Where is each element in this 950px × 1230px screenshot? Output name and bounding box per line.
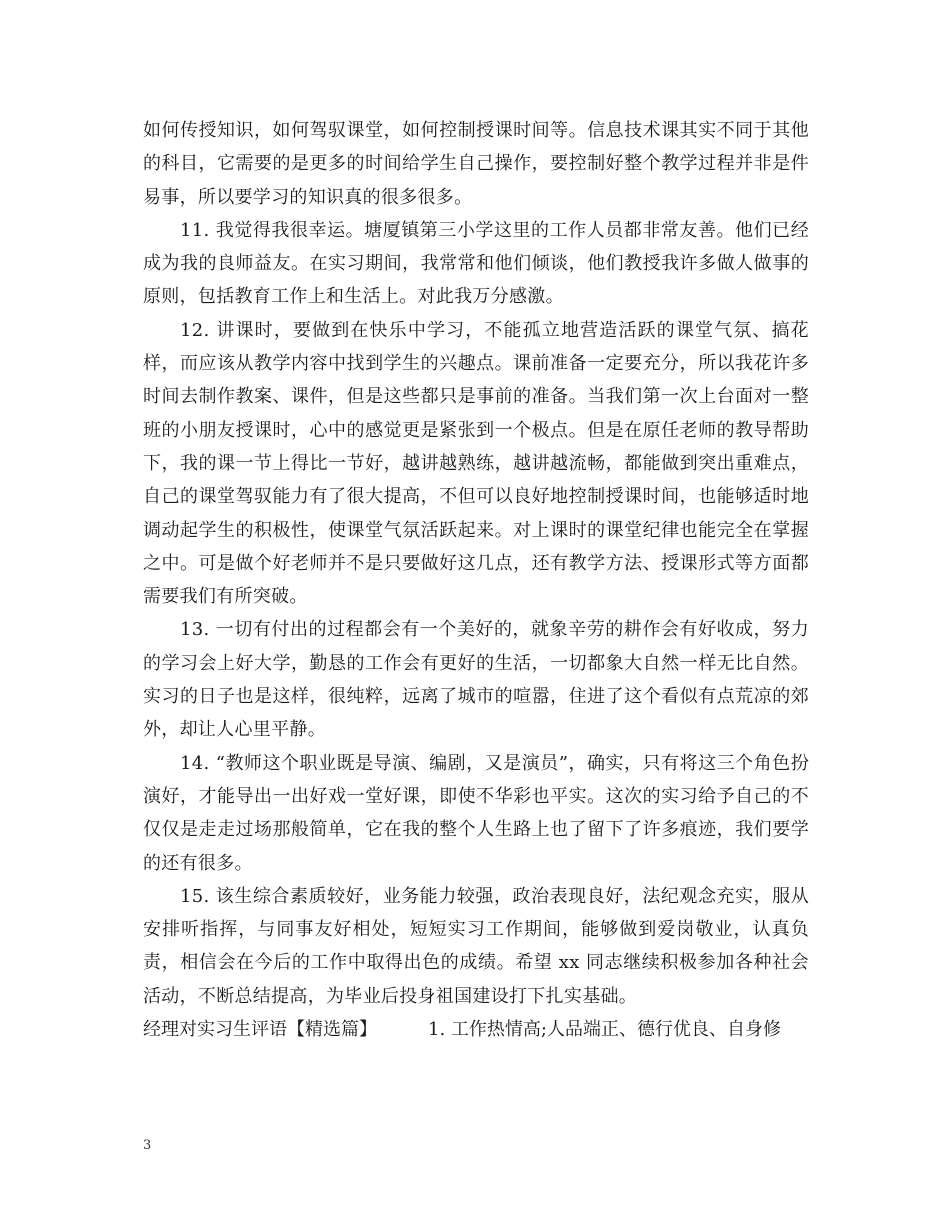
document-body [143, 114, 809, 1046]
paragraph-item-15: 15. 该生综合素质较好，业务能力较强，政治表现良好，法纪观念充实，服从安排听指挥，与同事友好相处，短短实习工作期间，能够做到爱岗敬业，认真负责，相信会在今后的工作中取得出色的成绩。希望 xx 同志继续积极参加各种社会活动，不断总结提高，为毕业后投身祖国建设打下扎实基础。 [143, 885, 809, 1007]
paragraph-intro: 如何传授知识，如何驾驭课堂，如何控制授课时间等。信息技术课其实不同于其他的科目，它需要的是更多的时间给学生自己操作，要控制好整个教学过程并非是件易事，所以要学习的知识真的很多很多。 [143, 120, 809, 208]
page-number: 3 [143, 1138, 152, 1153]
paragraph-item-14: 14. “教师这个职业既是导演、编剧，又是演员”，确实，只有将这三个角色扮演好，才能导出一出好戏一堂好课，即使不华彩也平实。这次的实习给予自己的不仅仅是走走过场那般简单，它在我的整个人生路上也了留下了许多痕迹，我们要学的还有很多。 [143, 752, 809, 874]
paragraph-item-13: 13. 一切有付出的过程都会有一个美好的，就象辛劳的耕作会有好收成，努力的学习会上好大学，勤恳的工作会有更好的生活，一切都象大自然一样无比自然。实习的日子也是这样，很纯粹，远离了城市的喧嚣，住进了这个看似有点荒凉的郊外，却让人心里平静。 [143, 619, 809, 741]
section-first-item: 1. 工作热情高;人品端正、德行优良、自身修 [428, 1019, 781, 1041]
paragraph-item-12: 12. 讲课时，要做到在快乐中学习，不能孤立地营造活跃的课堂气氛、搞花样，而应该从教学内容中找到学生的兴趣点。课前准备一定要充分，所以我花许多时间去制作教案、课件，但是这些都只是事前的准备。当我们第一次上台面对一整班的小朋友授课时，心中的感觉更是紧张到一个极点。但是在原任老师的教导帮助下，我的课一节上得比一节好，越讲越熟练，越讲越流畅，都能做到突出重难点，自己的课堂驾驭能力有了很大提高，不但可以良好地控制授课时间，也能够适时地调动起学生的积极性，使课堂气氛活跃起来。对上课时的课堂纪律也能完全在掌握之中。可是做个好老师并不是只要做好这几点，还有教学方法、授课形式等方面都需要我们有所突破。 [143, 319, 809, 608]
section-title: 经理对实习生评语【精选篇】 [143, 1019, 377, 1041]
section-heading-line [143, 1013, 809, 1046]
paragraph-item-11: 11. 我觉得我很幸运。塘厦镇第三小学这里的工作人员都非常友善。他们已经成为我的良师益友。在实习期间，我常常和他们倾谈，他们教授我许多做人做事的原则，包括教育工作上和生活上。对此我万分感激。 [143, 219, 809, 308]
